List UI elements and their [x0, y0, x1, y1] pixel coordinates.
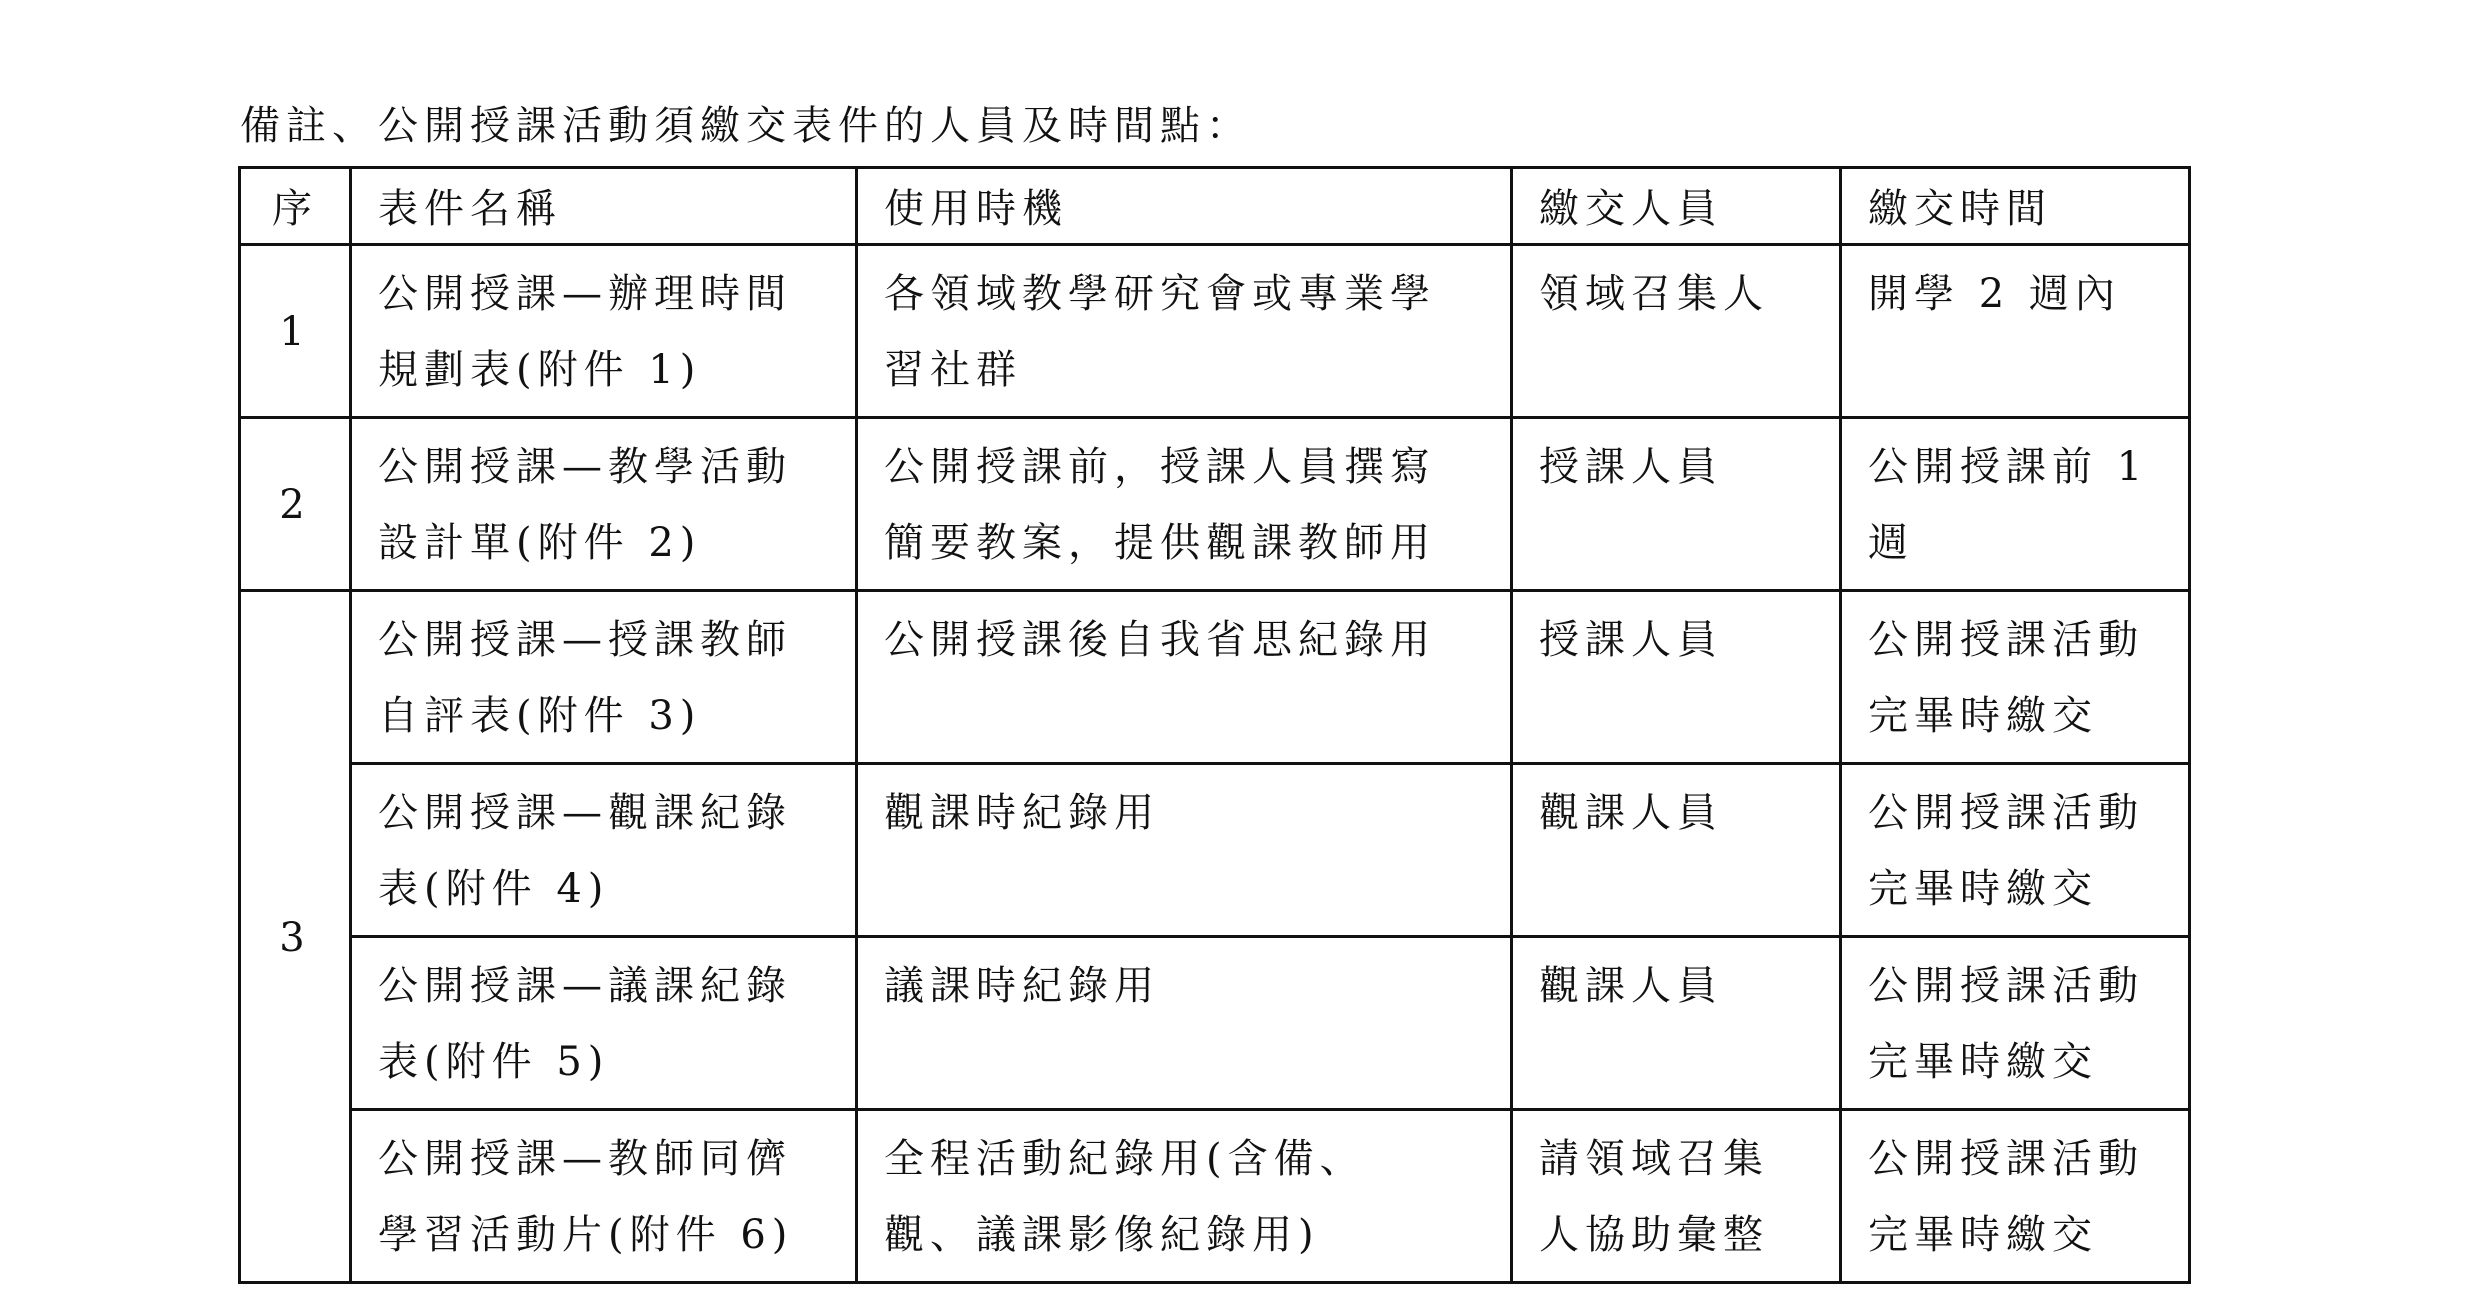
usage-line [884, 1024, 1496, 1100]
submitter-line: 請領域召集 [1539, 1136, 1769, 1182]
submitter-line: 授課人員 [1539, 617, 1723, 663]
submitter-cell [1512, 1110, 1841, 1283]
deadline-cell [1841, 937, 2190, 1110]
form-name-line: 公開授課—授課教師 [378, 617, 792, 663]
form-name-line: 公開授課—議課紀錄 [378, 963, 792, 1009]
header-deadline: 繳交時間 [1841, 168, 2190, 245]
submitter-line [1539, 678, 1825, 754]
usage-line [884, 851, 1496, 927]
header-usage: 使用時機 [857, 168, 1512, 245]
header-form-name: 表件名稱 [351, 168, 857, 245]
usage-cell [857, 1110, 1512, 1283]
deadline-line: 公開授課活動 [1868, 963, 2144, 1009]
usage-line: 觀、議課影像紀錄用) [884, 1212, 1320, 1258]
table-header-row [240, 168, 2190, 245]
deadline-line: 開學 2 週內 [1868, 271, 2121, 317]
form-name-line: 公開授課—觀課紀錄 [378, 790, 792, 836]
submission-forms-table [238, 166, 2191, 1284]
deadline-cell [1841, 245, 2190, 418]
submitter-line: 授課人員 [1539, 444, 1723, 490]
usage-line: 公開授課前，授課人員撰寫 [884, 444, 1436, 490]
deadline-line [1868, 332, 2174, 408]
usage-cell [857, 418, 1512, 591]
form-name-line: 表(附件 5) [378, 1039, 610, 1085]
deadline-cell [1841, 764, 2190, 937]
form-name-line: 自評表(附件 3) [378, 693, 702, 739]
form-name-cell [351, 937, 857, 1110]
form-name-line: 公開授課—辦理時間 [378, 271, 792, 317]
deadline-cell [1841, 418, 2190, 591]
deadline-line: 完畢時繳交 [1868, 693, 2098, 739]
table-row [240, 937, 2190, 1110]
row-seq: 3 [240, 591, 351, 1283]
submitter-line: 人協助彙整 [1539, 1212, 1769, 1258]
submitter-cell [1512, 764, 1841, 937]
form-name-cell [351, 418, 857, 591]
submitter-cell [1512, 591, 1841, 764]
header-submitter: 繳交人員 [1512, 168, 1841, 245]
deadline-line: 完畢時繳交 [1868, 1212, 2098, 1258]
row-seq: 1 [240, 245, 351, 418]
form-name-line: 公開授課—教師同儕 [378, 1136, 792, 1182]
usage-line: 習社群 [884, 347, 1022, 393]
deadline-line: 公開授課活動 [1868, 617, 2144, 663]
table-row [240, 418, 2190, 591]
table-row [240, 591, 2190, 764]
form-name-line: 規劃表(附件 1) [378, 347, 702, 393]
submitter-cell [1512, 418, 1841, 591]
usage-cell [857, 591, 1512, 764]
submitter-cell [1512, 937, 1841, 1110]
form-name-line: 設計單(附件 2) [378, 520, 702, 566]
deadline-line: 週 [1868, 520, 1914, 566]
deadline-cell [1841, 591, 2190, 764]
submitter-line: 觀課人員 [1539, 963, 1723, 1009]
table-row [240, 245, 2190, 418]
form-name-line: 表(附件 4) [378, 866, 610, 912]
submitter-cell [1512, 245, 1841, 418]
deadline-line: 公開授課活動 [1868, 1136, 2144, 1182]
form-name-line: 學習活動片(附件 6) [378, 1212, 794, 1258]
note-title: 備註、公開授課活動須繳交表件的人員及時間點： [240, 103, 1252, 149]
usage-line: 全程活動紀錄用(含備、 [884, 1136, 1366, 1182]
form-name-cell [351, 1110, 857, 1283]
deadline-cell [1841, 1110, 2190, 1283]
form-name-line: 公開授課—教學活動 [378, 444, 792, 490]
submitter-line [1539, 505, 1825, 581]
deadline-line: 完畢時繳交 [1868, 1039, 2098, 1085]
submitter-line [1539, 1024, 1825, 1100]
submitter-line [1539, 851, 1825, 927]
usage-line: 觀課時紀錄用 [884, 790, 1160, 836]
usage-line: 各領域教學研究會或專業學 [884, 271, 1436, 317]
deadline-line: 公開授課活動 [1868, 790, 2144, 836]
deadline-line: 完畢時繳交 [1868, 866, 2098, 912]
usage-cell [857, 764, 1512, 937]
deadline-line: 公開授課前 1 [1868, 444, 2149, 490]
usage-line: 議課時紀錄用 [884, 963, 1160, 1009]
form-name-cell [351, 764, 857, 937]
submitter-line: 領域召集人 [1539, 271, 1769, 317]
submitter-line [1539, 332, 1825, 408]
row-seq: 2 [240, 418, 351, 591]
form-name-cell [351, 591, 857, 764]
usage-line [884, 678, 1496, 754]
submitter-line: 觀課人員 [1539, 790, 1723, 836]
usage-line: 公開授課後自我省思紀錄用 [884, 617, 1436, 663]
table-row [240, 764, 2190, 937]
form-name-cell [351, 245, 857, 418]
usage-cell [857, 937, 1512, 1110]
usage-line: 簡要教案，提供觀課教師用 [884, 520, 1436, 566]
header-seq: 序 [240, 168, 351, 245]
usage-cell [857, 245, 1512, 418]
table-row [240, 1110, 2190, 1283]
